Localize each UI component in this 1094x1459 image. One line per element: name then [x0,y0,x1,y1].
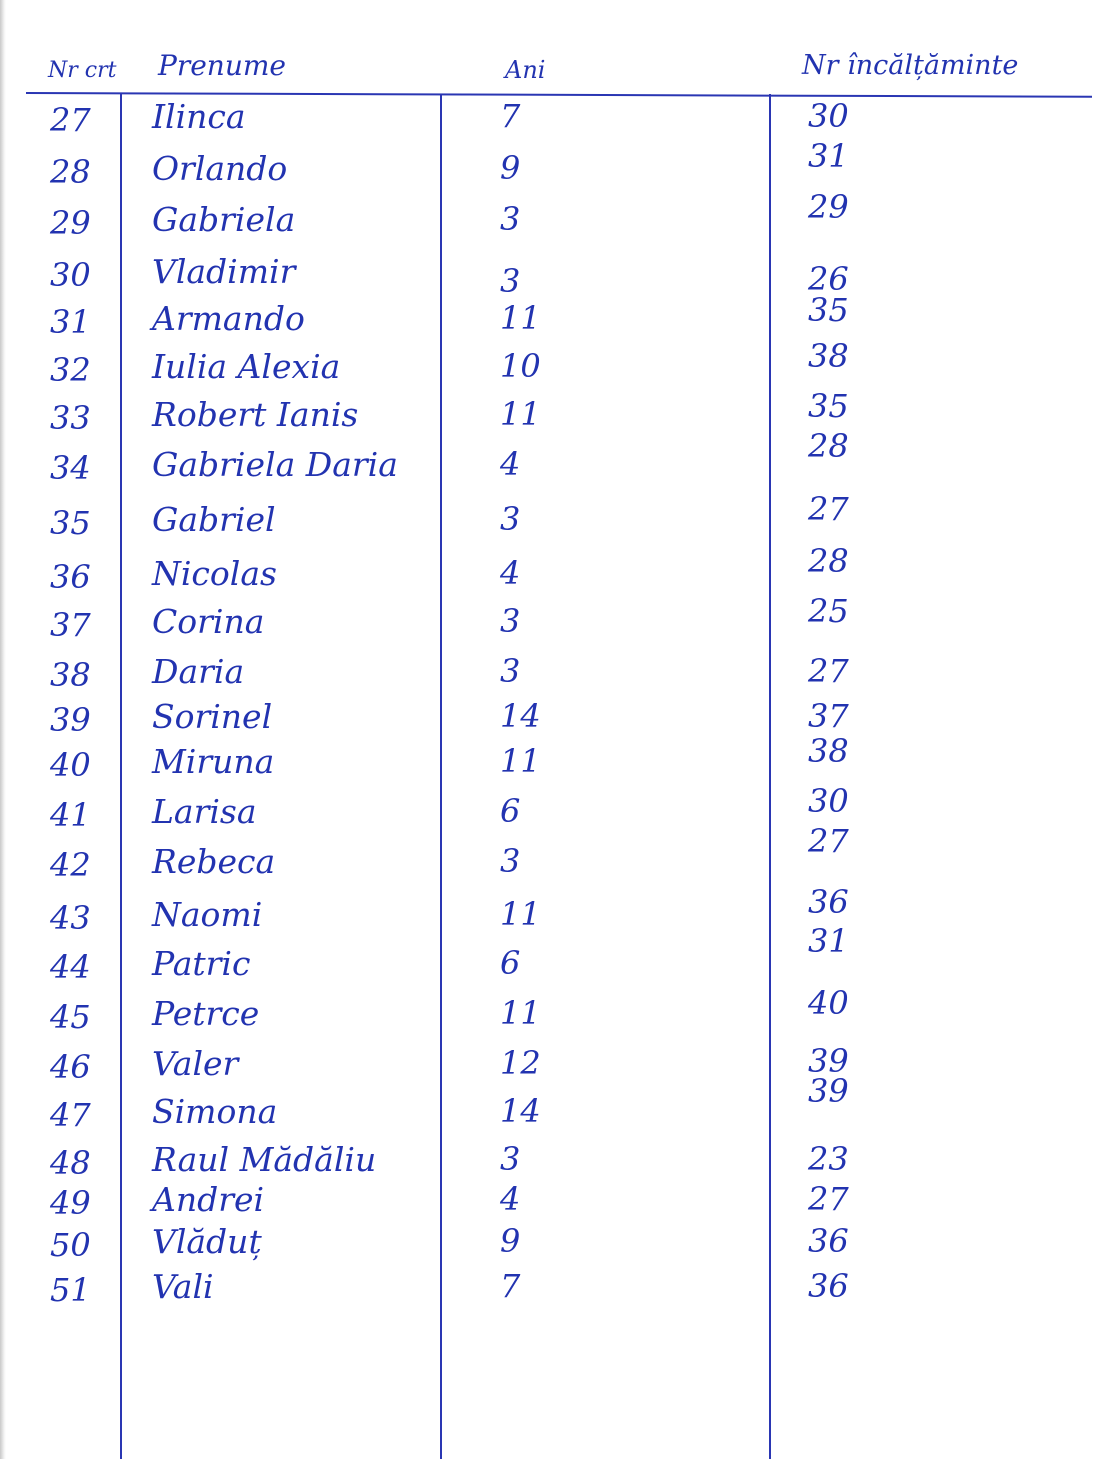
row-prenume: Simona [152,1092,278,1131]
row-nr-incaltaminte: 25 [808,592,849,630]
row-ani: 4 [500,445,521,483]
row-number: 41 [50,796,91,834]
row-number: 46 [50,1048,91,1086]
header-nr-crt: Nr crt [48,58,117,83]
row-number: 36 [50,558,91,596]
header-nr-incaltaminte: Nr încălțăminte [802,50,1019,81]
row-prenume: Gabriel [152,500,276,539]
row-number: 38 [50,656,91,694]
row-number: 48 [50,1144,91,1182]
row-number: 27 [50,101,91,139]
row-nr-incaltaminte: 28 [808,542,849,580]
row-ani: 7 [500,97,521,135]
row-number: 40 [50,746,91,784]
row-nr-incaltaminte: 39 [808,1072,849,1110]
row-nr-incaltaminte: 38 [808,732,849,770]
row-prenume: Corina [152,602,265,641]
row-nr-incaltaminte: 23 [808,1140,849,1178]
row-ani: 3 [500,602,521,640]
row-number: 34 [50,449,91,487]
row-nr-incaltaminte: 27 [808,652,849,690]
row-nr-incaltaminte: 37 [808,697,849,735]
row-nr-incaltaminte: 40 [808,984,849,1022]
row-prenume: Nicolas [152,554,277,593]
row-ani: 3 [500,842,521,880]
row-nr-incaltaminte: 30 [808,97,849,135]
row-ani: 7 [500,1267,521,1305]
row-prenume: Armando [152,299,305,338]
row-ani: 9 [500,1222,521,1260]
row-ani: 14 [500,1092,541,1130]
row-number: 39 [50,701,91,739]
row-prenume: Rebeca [152,842,276,881]
row-nr-incaltaminte: 39 [808,1042,849,1080]
row-nr-incaltaminte: 36 [808,1222,849,1260]
row-prenume: Gabriela [152,200,296,239]
row-prenume: Raul Mădăliu [152,1140,377,1179]
row-nr-incaltaminte: 36 [808,1267,849,1305]
row-number: 45 [50,998,91,1036]
row-ani: 11 [500,895,541,933]
row-nr-incaltaminte: 27 [808,822,849,860]
row-ani: 14 [500,697,541,735]
row-number: 51 [50,1271,91,1309]
row-nr-incaltaminte: 27 [808,490,849,528]
row-nr-incaltaminte: 38 [808,337,849,375]
row-prenume: Larisa [152,792,257,831]
row-prenume: Patric [152,944,251,983]
row-nr-incaltaminte: 26 [808,260,849,298]
row-number: 29 [50,204,91,242]
row-number: 42 [50,846,91,884]
row-nr-incaltaminte: 31 [808,922,849,960]
row-number: 32 [50,351,91,389]
row-ani: 11 [500,395,541,433]
row-prenume: Valer [152,1044,239,1083]
row-number: 30 [50,256,91,294]
row-prenume: Sorinel [152,697,273,736]
row-ani: 12 [500,1044,541,1082]
row-ani: 11 [500,994,541,1032]
row-number: 49 [50,1184,91,1222]
row-prenume: Vali [152,1267,214,1306]
row-nr-incaltaminte: 28 [808,427,849,465]
row-nr-incaltaminte: 31 [808,137,849,175]
row-ani: 3 [500,1140,521,1178]
row-prenume: Vladimir [152,252,296,291]
row-ani: 3 [500,500,521,538]
row-ani: 11 [500,742,541,780]
row-prenume: Orlando [152,149,288,188]
row-prenume: Naomi [152,895,263,934]
row-number: 35 [50,504,91,542]
row-prenume: Gabriela Daria [152,445,398,484]
row-prenume: Daria [152,652,245,691]
row-prenume: Petrce [152,994,260,1033]
row-number: 37 [50,606,91,644]
row-prenume: Iulia Alexia [152,347,341,386]
row-ani: 3 [500,652,521,690]
row-ani: 9 [500,149,521,187]
row-number: 33 [50,399,91,437]
header-ani: Ani [505,56,546,84]
row-ani: 4 [500,554,521,592]
row-nr-incaltaminte: 35 [808,387,849,425]
row-prenume: Ilinca [152,97,246,136]
row-ani: 6 [500,944,521,982]
row-ani: 4 [500,1180,521,1218]
row-number: 47 [50,1096,91,1134]
row-prenume: Robert Ianis [152,395,359,434]
header-prenume: Prenume [158,49,286,82]
row-nr-incaltaminte: 35 [808,291,849,329]
row-number: 44 [50,948,91,986]
row-nr-incaltaminte: 30 [808,782,849,820]
row-nr-incaltaminte: 29 [808,188,849,226]
row-ani: 3 [500,200,521,238]
row-ani: 11 [500,299,541,337]
row-number: 31 [50,303,91,341]
row-prenume: Vlăduț [152,1222,262,1261]
row-number: 28 [50,153,91,191]
row-number: 43 [50,899,91,937]
row-prenume: Andrei [152,1180,265,1219]
row-ani: 3 [500,262,521,300]
row-nr-incaltaminte: 27 [808,1180,849,1218]
row-nr-incaltaminte: 36 [808,883,849,921]
row-number: 50 [50,1226,91,1264]
row-prenume: Miruna [152,742,275,781]
row-ani: 10 [500,347,541,385]
row-ani: 6 [500,792,521,830]
